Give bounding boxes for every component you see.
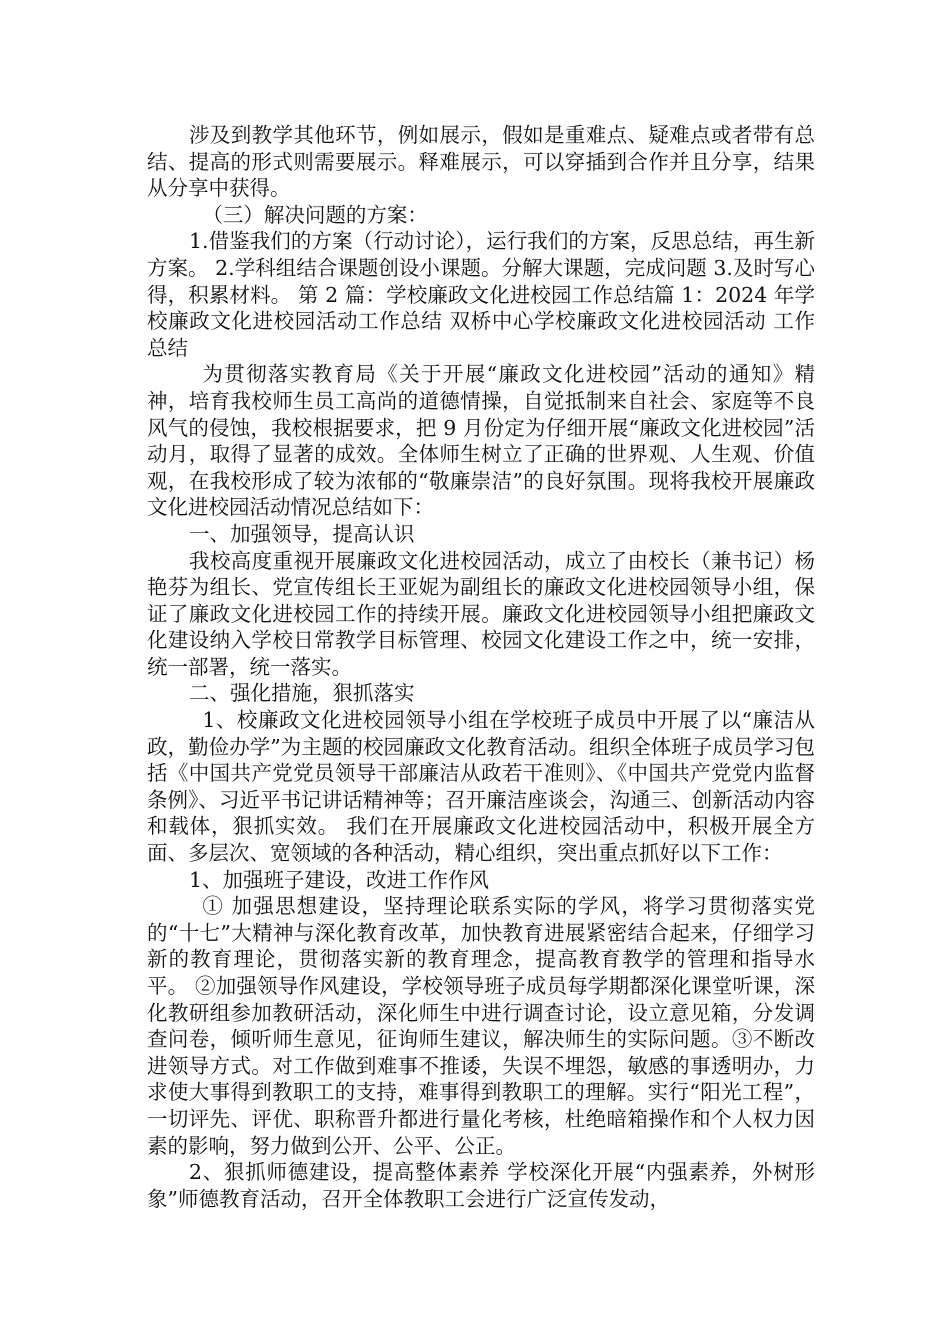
paragraph-3: 1.借鉴我们的方案（行动讨论），运行我们的方案，反思总结，再生新方案。 2.学科组结合课题创设小课题。分解大课题，完成问题 3.及时写心得，积累材料。 第 2 篇：学校廉政文化进校园工作总结篇 1：2024 年学校廉政文化进校园活动工作总结 双桥中心学校廉政文化进校园活动 工作总结 — [147, 229, 815, 360]
paragraph-6: 我校高度重视开展廉政文化进校园活动，成立了由校长（兼书记）杨艳芬为组长、党宣传组长王亚妮为副组长的廉政文化进校园领导小组，保证了廉政文化进校园工作的持续开展。廉政文化进校园领导小组把廉政文化建设纳入学校日常教学目标管理、校园文化建设工作之中，统一安排，统一部署，统一落实。 — [147, 548, 815, 679]
paragraph-10: ① 加强思想建设，坚持理论联系实际的学风，将学习贯彻落实党的“十七”大精神与深化教育改革，加快教育进展紧密结合起来，仔细学习新的教育理论，贯彻落实新的教育理念，提高教育教学的管理和指导水平。 ②加强领导作风建设，学校领导班子成员每学期都深化课堂听课，深化教研组参加教研活动，深化师生中进行调查讨论，设立意见箱，分发调查问卷，倾听师生意见，征询师生建议，解决师生的实际问题。③不断改进领导方式。对工作做到难事不推诿，失误不埋怨，敏感的事透明办，力求使大事得到教职工的支持，难事得到教职工的理解。实行“阳光工程”，一切评先、评优、职称晋升都进行量化考核，杜绝暗箱操作和个人权力因素的影响，努力做到公开、公平、公正。 — [147, 894, 815, 1158]
section-heading-solutions: （三）解决问题的方案： — [202, 202, 428, 227]
paragraph-8: 1、校廉政文化进校园领导小组在学校班子成员中开展了以“廉洁从政，勤俭办学”为主题的校园廉政文化教育活动。组织全体班子成员学习包括《中国共产党党员领导干部廉洁从政若干准则》、《中国共产党党内监督条例》、习近平书记讲话精神等；召开廉洁座谈会，沟通三、创新活动内容和载体，狠抓实效。 我们在开展廉政文化进校园活动中，积极开展全方面、多层次、宽领域的各种活动，精心组织，突出重点抓好以下工作： — [147, 708, 815, 866]
paragraph-11: 2、狠抓师德建设，提高整体素养 学校深化开展“内强素养，外树形象”师德教育活动，召开全体教职工会进行广泛宣传发动， — [147, 1160, 815, 1211]
paragraph-4: 为贯彻落实教育局《关于开展“廉政文化进校园”活动的通知》精神，培育我校师生员工高尚的道德情操，自觉抵制来自社会、家庭等不良风气的侵蚀，我校根据要求，把 9 月份定为仔细开展“廉政文化进校园”活动月，取得了显著的成效。全体师生树立了正确的世界观、人生观、价值观，在我校形成了较为浓郁的“敬廉崇洁”的良好氛围。现将我校开展廉政文化进校园活动情况总结如下： — [147, 362, 815, 520]
subheading-team-building: 1、加强班子建设，改进工作作风 — [189, 867, 490, 892]
section-heading-leadership: 一、加强领导，提高认识 — [189, 521, 415, 546]
section-heading-measures: 二、强化措施，狠抓落实 — [189, 681, 415, 706]
document-body — [147, 122, 815, 1212]
paragraph-1: 涉及到教学其他环节，例如展示，假如是重难点、疑难点或者带有总结、提高的形式则需要展示。释难展示，可以穿插到合作并且分享，结果从分享中获得。 — [147, 123, 815, 201]
